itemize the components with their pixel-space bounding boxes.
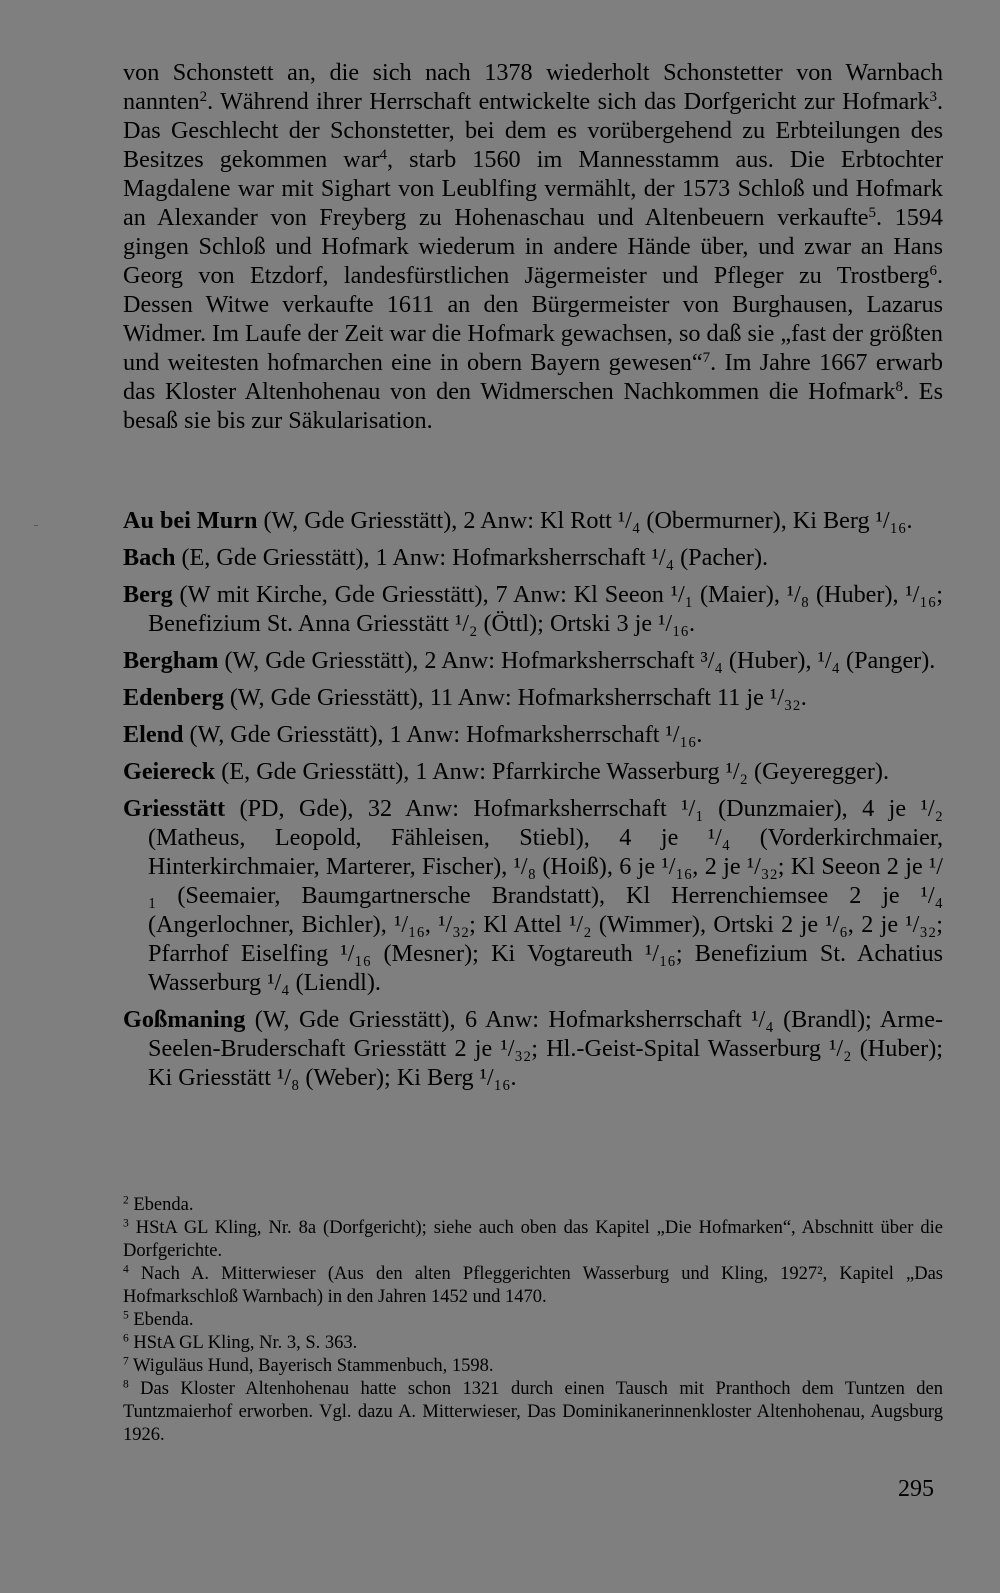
page-number: 295	[898, 1476, 934, 1502]
footnote	[123, 1217, 943, 1263]
footnote-ref[interactable]: 4	[379, 146, 388, 163]
place-entry	[123, 580, 943, 638]
place-name: Berg	[123, 581, 173, 608]
footnote-text: HStA GL Kling, Nr. 8a (Dorfgericht); siehe auch oben das Kapitel „Die Hofmarken“, Abschnitt über die Dorfgerichte.	[123, 1218, 943, 1261]
place-name: Au bei Murn	[123, 507, 258, 534]
place-name: Bergham	[123, 647, 219, 674]
place-name: Geiereck	[123, 758, 216, 785]
place-details: (W, Gde Griesstätt), 1 Anw: Hofmarksherrschaft ¹/₁₆.	[183, 721, 703, 748]
place-details: (W, Gde Griesstätt), 2 Anw: Hofmarksherrschaft ³/₄ (Huber), ¹/₄ (Panger).	[218, 647, 936, 674]
footnote-text: Das Kloster Altenhohenau hatte schon 1321 durch einen Tausch mit Pranthoch dem Tuntzen den Tuntzmaierhof erworben. Vgl. dazu A. Mitterwieser, Das Dominikanerinnenkloster Altenhohenau, Augsburg 1926.	[123, 1379, 943, 1445]
place-name: Griesstätt	[123, 795, 226, 822]
intro-section	[123, 58, 943, 435]
place-details: (W, Gde Griesstätt), 6 Anw: Hofmarksherrschaft ¹/₄ (Brandl); Arme-Seelen-Bruderschaft Griesstätt 2 je ¹/₃₂; Hl.-Geist-Spital Wasserburg ¹/₂ (Huber); Ki Griesstätt ¹/₈ (Weber); Ki Berg ¹/₁₆.	[148, 1006, 943, 1091]
footnote-ref[interactable]: 8	[895, 378, 903, 395]
footnote-text: Ebenda.	[128, 1310, 194, 1330]
place-entry	[123, 1005, 943, 1092]
footnote	[123, 1378, 943, 1447]
footnote-ref[interactable]: 3	[929, 88, 937, 105]
footnote-ref[interactable]: 2	[199, 88, 208, 105]
footnote-number: 8	[123, 1378, 129, 1391]
footnote-number: 7	[123, 1355, 129, 1368]
place-details: (W, Gde Griesstätt), 2 Anw: Kl Rott ¹/₄ (Obermurner), Ki Berg ¹/₁₆.	[257, 507, 913, 534]
place-details: (E, Gde Griesstätt), 1 Anw: Hofmarksherrschaft ¹/₄ (Pacher).	[175, 544, 769, 571]
place-name: Elend	[123, 721, 184, 748]
place-name: Goßmaning	[123, 1006, 246, 1033]
intro-text: , starb 1560 im Mannesstamm aus. Die Erbtochter Magdalene war mit Sighart von Leublfing vermählt, der 1573 Schloß und Hofmark an Alexander von Freyberg zu Hohenaschau und Altenbeuern verkaufte	[123, 146, 943, 231]
footnote-number: 2	[123, 1194, 129, 1207]
intro-text: . 1594 gingen Schloß und Hofmark wiederum in andere Hände über, und zwar an Hans Georg von Etzdorf, landesfürstlichen Jägermeister und Pfleger zu Trostberg	[123, 204, 943, 289]
place-entry	[123, 646, 943, 675]
footnote	[123, 1332, 943, 1355]
footnote-text: Nach A. Mitterwieser (Aus den alten Pfleggerichten Wasserburg und Kling, 1927², Kapitel „Das Hofmarkschloß Warnbach) in den Jahren 1452 und 1470.	[123, 1264, 943, 1307]
intro-paragraph	[123, 58, 943, 435]
place-entry	[123, 543, 943, 572]
place-entry	[123, 794, 943, 997]
footnote-number: 5	[123, 1309, 129, 1322]
footnote-text: Wiguläus Hund, Bayerisch Stammenbuch, 1598.	[128, 1356, 494, 1376]
footnotes	[123, 1194, 943, 1447]
intro-text: . Während ihrer Herrschaft entwickelte sich das Dorfgericht zur Hofmark	[207, 88, 930, 115]
place-name: Edenberg	[123, 684, 224, 711]
footnote-ref[interactable]: 6	[929, 262, 937, 279]
place-details: (E, Gde Griesstätt), 1 Anw: Pfarrkirche Wasserburg ¹/₂ (Geyeregger).	[215, 758, 889, 785]
footnote	[123, 1355, 943, 1378]
place-entry	[123, 720, 943, 749]
place-details: (W, Gde Griesstätt), 11 Anw: Hofmarksherrschaft 11 je ¹/₃₂.	[223, 684, 807, 711]
footnote-text: HStA GL Kling, Nr. 3, S. 363.	[128, 1333, 358, 1353]
place-entries	[123, 506, 943, 1100]
footnote-ref[interactable]: 7	[702, 349, 711, 366]
intro-text: . Dessen Witwe verkaufte 1611 an den Bürgermeister von Burghausen, Lazarus Widmer. Im Laufe der Zeit war die Hofmark gewachsen, so daß sie „fast der größten und weitesten hofmarchen eine in obern Bayern gewesen“	[123, 262, 943, 376]
footnote	[123, 1194, 943, 1217]
place-entry	[123, 757, 943, 786]
footnote-text: Ebenda.	[128, 1195, 194, 1215]
intro-text: . Das Geschlecht der Schonstetter, bei dem es vorübergehend zu Erbteilungen des Besitzes gekommen war	[123, 88, 943, 173]
footnote-number: 3	[123, 1217, 129, 1230]
footnote-number: 6	[123, 1332, 129, 1345]
place-entry	[123, 683, 943, 712]
place-details: (PD, Gde), 32 Anw: Hofmarksherrschaft ¹/₁ (Dunzmaier), 4 je ¹/₂ (Matheus, Leopold, Fähleisen, Stiebl), 4 je ¹/₄ (Vorderkirchmaier, Hinterkirchmaier, Marterer, Fischer), ¹/₈ (Hoiß), 6 je ¹/₁₆, 2 je ¹/₃₂; Kl Seeon 2 je ¹/₁ (Seemaier, Baumgartnersche Brandstatt), Kl Herrenchiemsee 2 je ¹/₄ (Angerlochner, Bichler), ¹/₁₆, ¹/₃₂; Kl Attel ¹/₂ (Wimmer), Ortski 2 je ¹/₆, 2 je ¹/₃₂; Pfarrhof Eiselfing ¹/₁₆ (Mesner); Ki Vogtareuth ¹/₁₆; Benefizium St. Achatius Wasserburg ¹/₄ (Liendl).	[148, 795, 943, 996]
footnote-number: 4	[123, 1263, 129, 1276]
intro-text: . Es besaß sie bis zur Säkularisation.	[123, 378, 943, 434]
intro-text: . Im Jahre 1667 erwarb das Kloster Altenhohenau von den Widmerschen Nachkommen die Hofmark	[123, 349, 943, 405]
place-name: Bach	[123, 544, 176, 571]
place-details: (W mit Kirche, Gde Griesstätt), 7 Anw: Kl Seeon ¹/₁ (Maier), ¹/₈ (Huber), ¹/₁₆; Benefizium St. Anna Griesstätt ¹/₂ (Öttl); Ortski 3 je ¹/₁₆.	[148, 581, 943, 637]
margin-mark	[34, 525, 38, 526]
intro-text: von Schonstett an, die sich nach 1378 wiederholt Schonstetter von Warnbach nannten	[123, 59, 943, 115]
footnote-ref[interactable]: 5	[868, 204, 876, 221]
place-entry	[123, 506, 943, 535]
footnote	[123, 1263, 943, 1309]
footnote	[123, 1309, 943, 1332]
